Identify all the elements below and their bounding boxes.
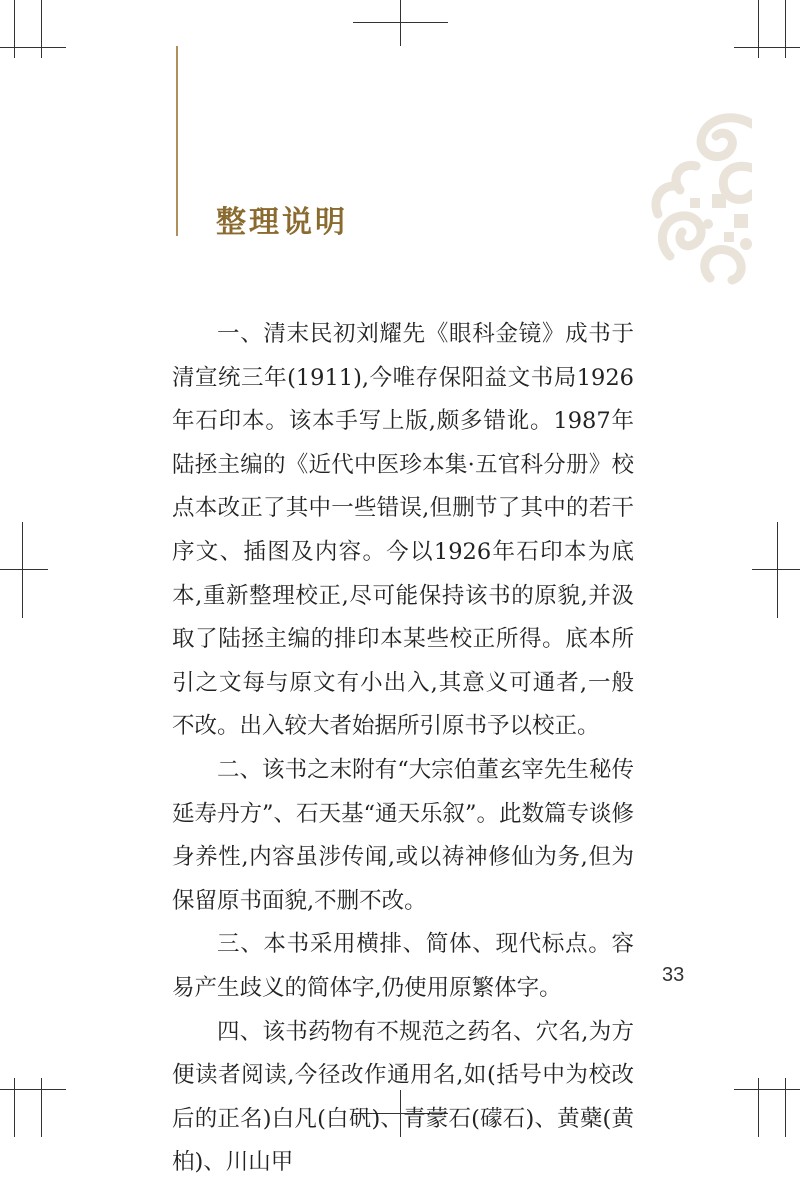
paragraph-3: 三、本书采用横排、简体、现代标点。容易产生歧义的简体字,仍使用原繁体字。 (172, 931, 634, 1001)
paragraph-4: 四、该书药物有不规范之药名、穴名,为方便读者阅读,今径改作通用名,如(括号中为校改后的正名)白凡(白矾)、青蒙石(礞石)、黄蘗(黄柏)、川山甲 (172, 1018, 634, 1176)
body-text (172, 313, 634, 1185)
title-rule (176, 46, 178, 236)
page-title: 整理说明 (216, 205, 348, 240)
paragraph-1: 一、清末民初刘耀先《眼科金镜》成书于清宣统三年(1911),今唯存保阳益文书局1926年石印本。该本手写上版,颇多错讹。1987年陆拯主编的《近代中医珍本集·五官科分册》校点本改正了其中一些错误,但删节了其中的若干序文、插图及内容。今以1926年石印本为底本,重新整理校正,尽可能保持该书的原貌,并汲取了陆拯主编的排印本某些校正所得。底本所引之文每与原文有小出入,其意义可通者,一般不改。出入较大者始据所引原书予以校正。 (172, 321, 634, 740)
paragraph-2: 二、该书之末附有“大宗伯董玄宰先生秘传延寿丹方”、石天基“通天乐叙”。此数篇专谈修身养性,内容虽涉传闻,或以祷神修仙为务,但为保留原书面貌,不删不改。 (172, 756, 635, 914)
page-number: 33 (662, 964, 685, 986)
cloud-ornament-icon (650, 106, 752, 290)
